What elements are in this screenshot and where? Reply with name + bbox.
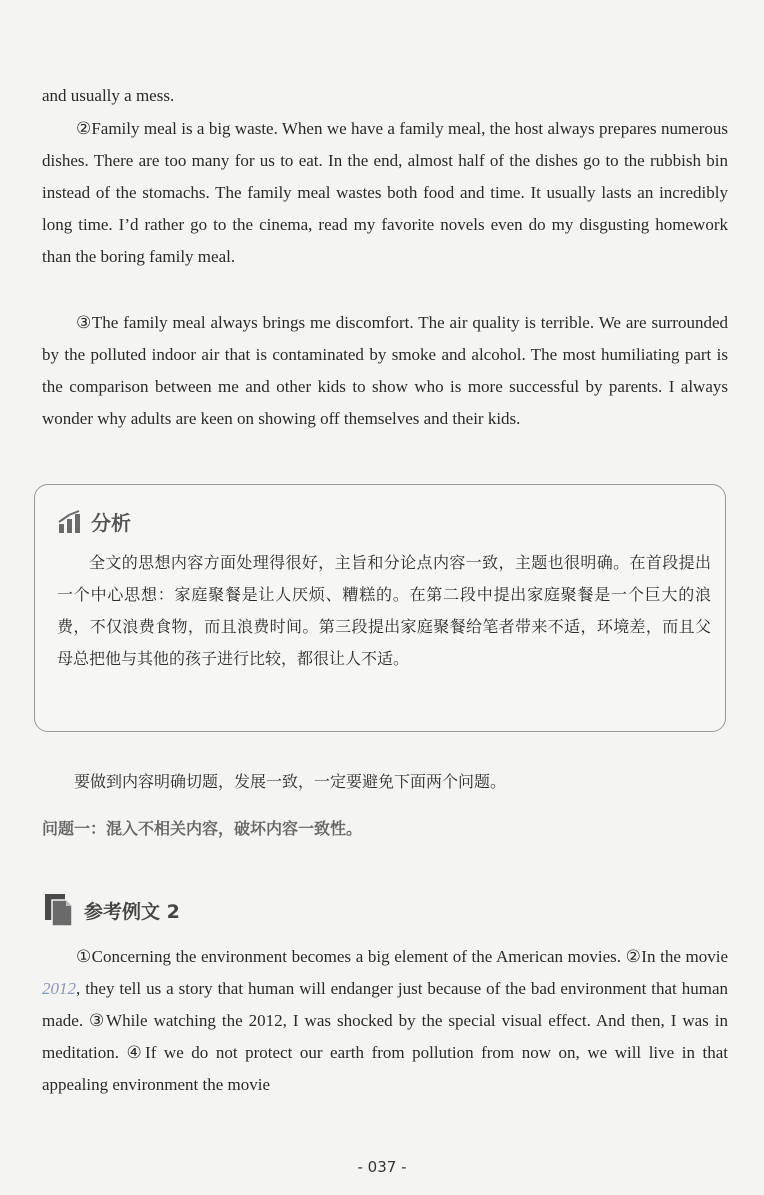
- essay-paragraph-1-end: and usually a mess.: [42, 86, 175, 105]
- analysis-title: 分析: [91, 511, 131, 535]
- example-text-part-1: ①Concerning the environment becomes a big element of the American movies. ②In the movie: [76, 947, 728, 966]
- essay-paragraph-2: ②Family meal is a big waste. When we have a family meal, the host always prepares numerous dishes. There are too many for us to eat. In the end, almost half of the dishes go to the rubbish bin instead of the stomachs. The family meal wastes both food and time. It usually lasts an incredibly long time. I’d rather go to the cinema, read my favorite novels even do my disgusting homework than the boring family meal.: [42, 119, 728, 266]
- essay-paragraph-3: ③The family meal always brings me discomfort. The air quality is terrible. We are surrounded by the polluted indoor air that is contaminated by smoke and alcohol. The most humiliating part is the comparison between me and other kids to show who is more successful by parents. I always wonder why adults are keen on showing off themselves and their kids.: [42, 313, 728, 428]
- example-paragraph: [42, 941, 728, 1101]
- tip-text: 要做到内容明确切题，发展一致，一定要避免下面两个问题。: [74, 772, 507, 791]
- example-header: [44, 893, 180, 927]
- problem-heading: 问题一：混入不相关内容，破坏内容一致性。: [42, 819, 363, 838]
- analysis-header: [57, 507, 131, 536]
- analysis-text: 全文的思想内容方面处理得很好，主旨和分论点内容一致，主题也很明确。在首段提出一个中心思想：家庭聚餐是让人厌烦、糟糕的。在第二段中提出家庭聚餐是一个巨大的浪费，不仅浪费食物，而且浪费时间。第三段提出家庭聚餐给笔者带来不适，环境差，而且父母总把他与其他的孩子进行比较，都很让人不适。: [57, 553, 711, 668]
- movie-title: 2012: [42, 979, 76, 998]
- example-text-part-2: , they tell us a story that human will endanger just because of the bad environment that human made. ③While watching the 2012, I was shocked by the special visual effect. And then, I was in meditation. ④If we do not protect our earth from pollution from now on, we will live in that appealing environment the movie: [42, 979, 728, 1094]
- bar-chart-icon: [57, 510, 85, 534]
- page-number: - 037 -: [357, 1158, 407, 1176]
- example-title: 参考例文 2: [84, 900, 180, 923]
- analysis-box: [34, 484, 726, 732]
- document-icon: [44, 893, 74, 927]
